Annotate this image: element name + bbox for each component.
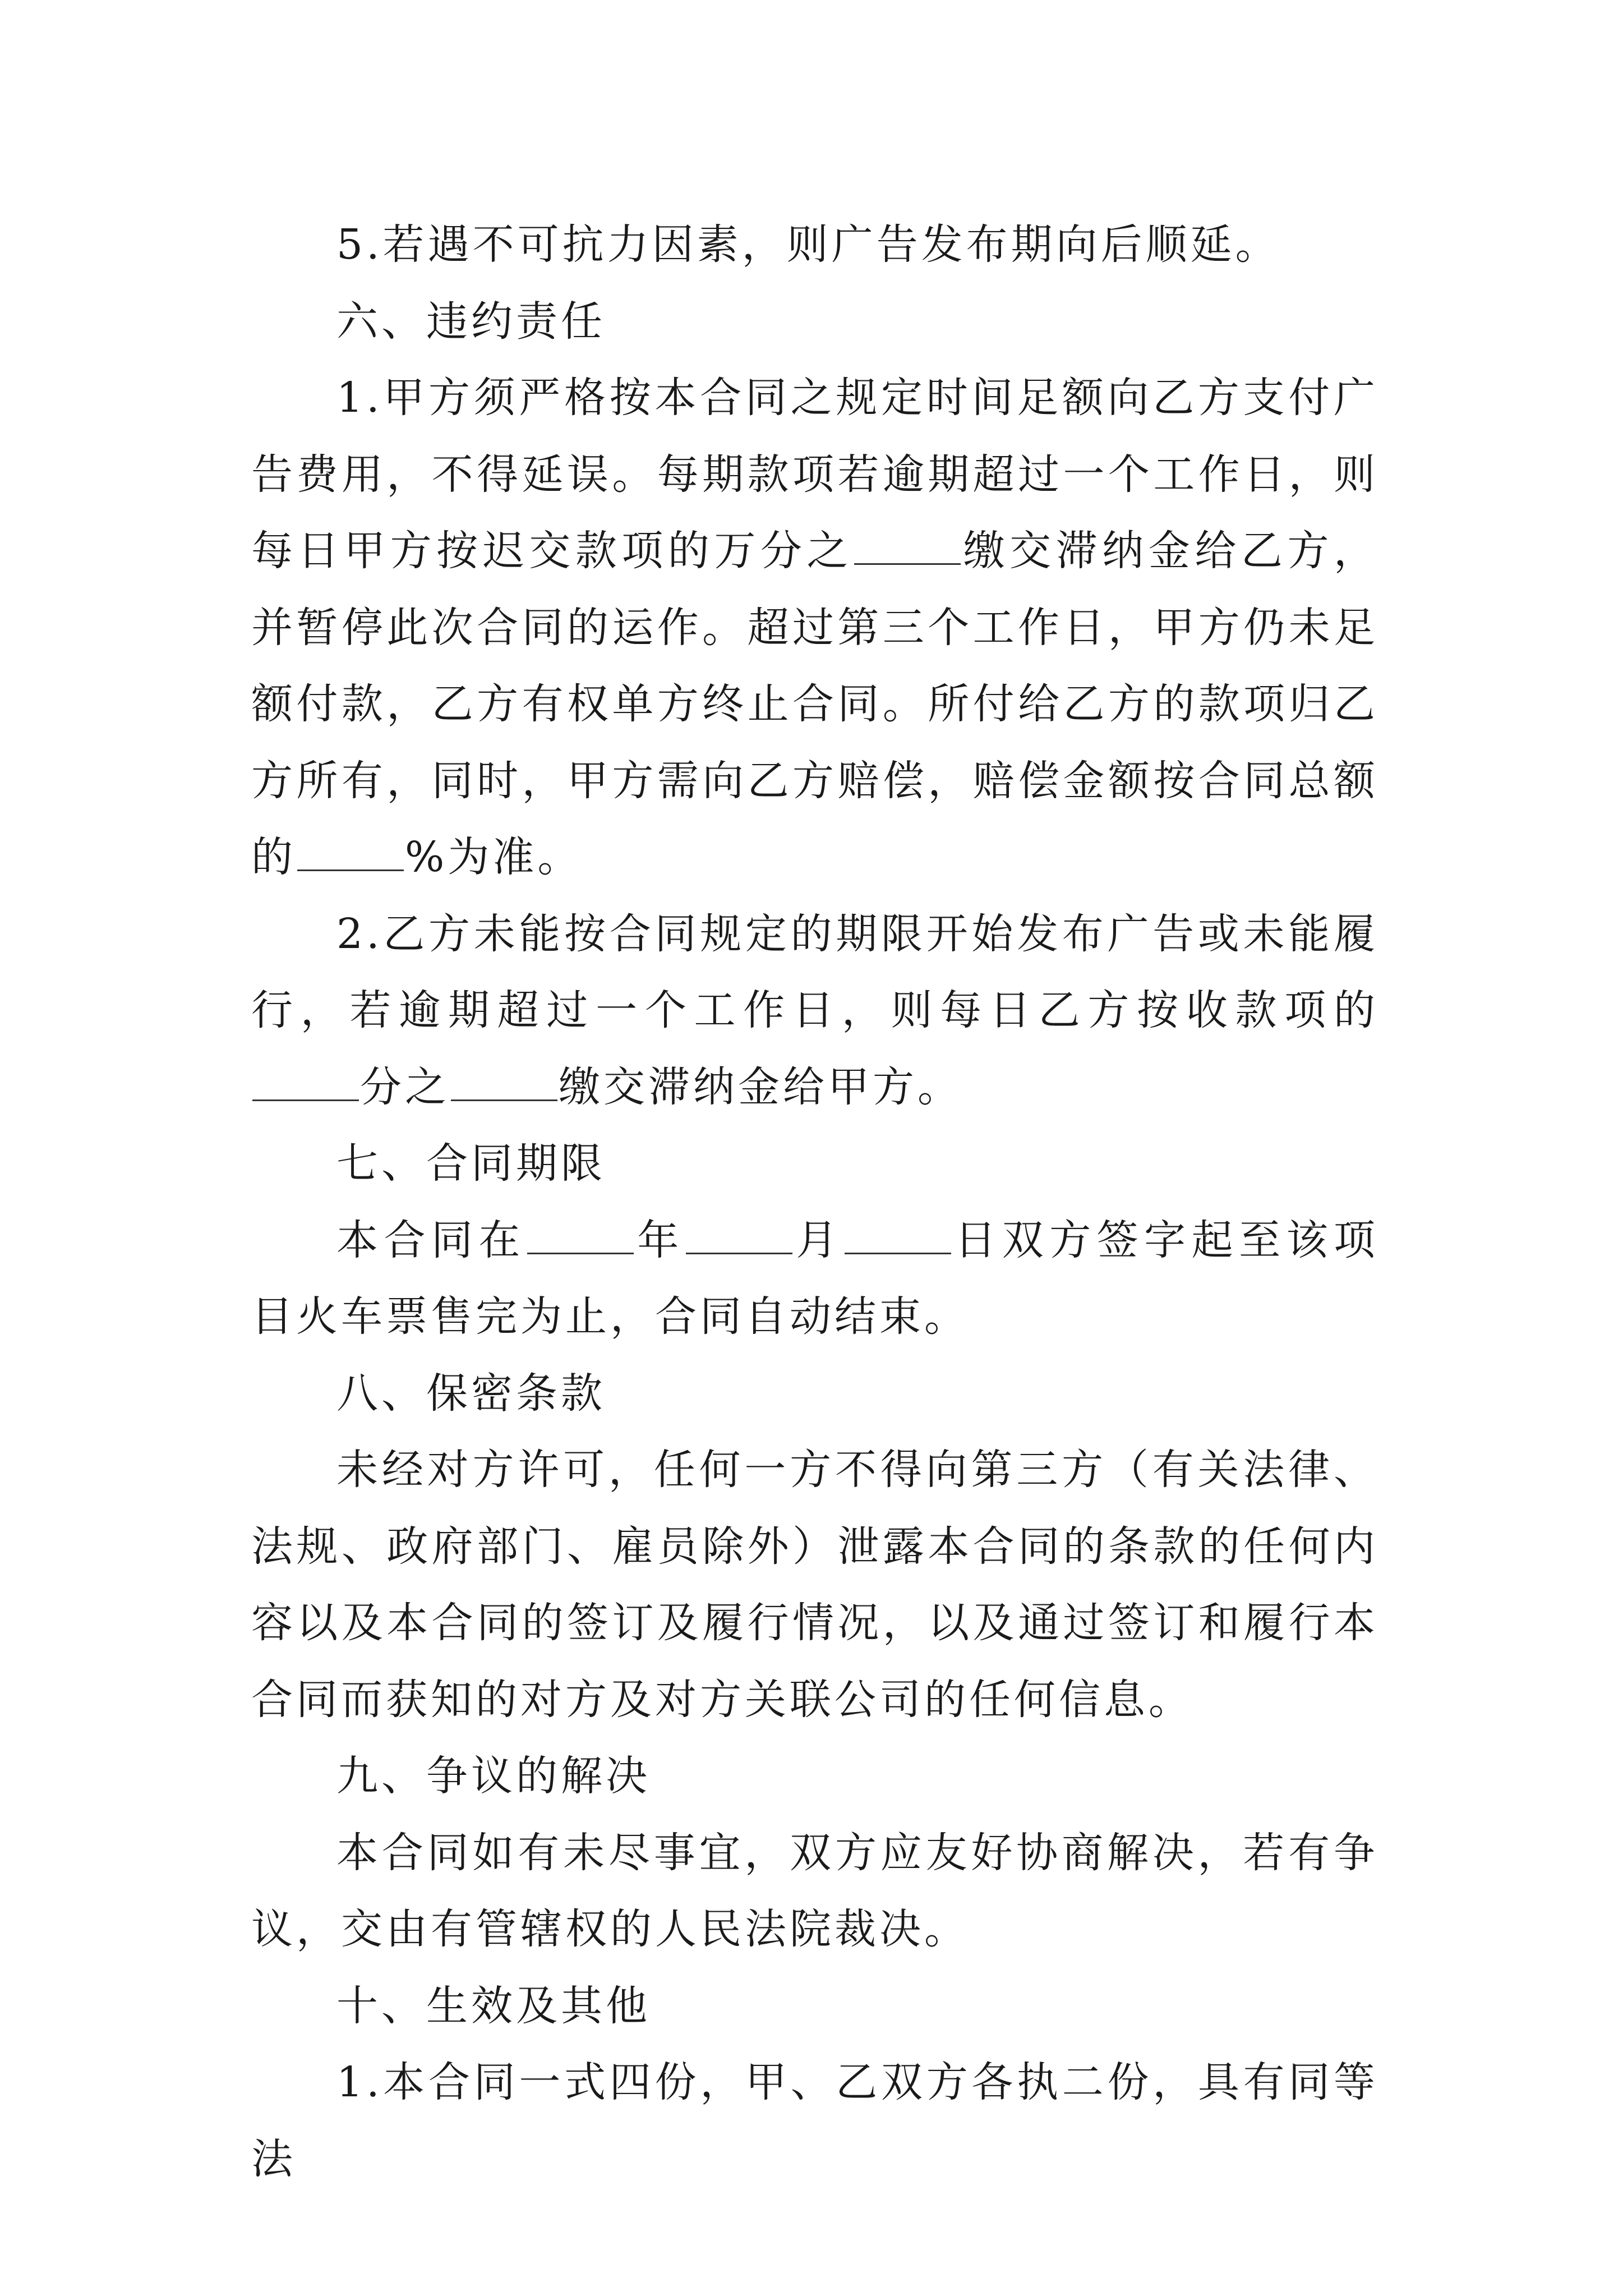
paragraph-text: 本合同在: [336, 1216, 526, 1264]
paragraph-text: 1.甲方须严格按本合同之规定时间足额向乙方支付广告费用，不得延误。每期款项若逾期超过一个工作日，则每日甲方按迟交款项的万分之: [251, 374, 1378, 575]
section-heading-text: 八、保密条款: [336, 1369, 606, 1418]
paragraph-text: 5.若遇不可抗力因素，则广告发布期向后顺延。: [336, 220, 1280, 269]
section-heading-dispute: [251, 1738, 1378, 1815]
paragraph-text: 未经对方许可，任何一方不得向第三方（有关法律、法规、政府部门、雇员除外）泄露本合同的条款的任何内容以及本合同的签订及履行情况，以及通过签订和履行本合同而获知的对方及对方关联公司的任何信息。: [251, 1446, 1378, 1724]
paragraph-text: 1.本合同一式四份，甲、乙双方各执二份，具有同等法: [251, 2058, 1378, 2183]
section-heading-term: [251, 1125, 1378, 1202]
fill-in-blank: [297, 869, 404, 871]
paragraph-text: 月: [793, 1216, 843, 1264]
fill-in-blank: [451, 1099, 557, 1101]
paragraph-text: 分之: [360, 1062, 450, 1111]
paragraph-text: 2.乙方未能按合同规定的期限开始发布广告或未能履行，若逾期超过一个工作日，则每日乙方按收款项的: [251, 909, 1378, 1034]
fill-in-blank: [854, 563, 961, 565]
paragraph-text: 本合同如有未尽事宜，双方应友好协商解决，若有争议，交由有管辖权的人民法院裁决。: [251, 1828, 1378, 1953]
clause-confidentiality: [251, 1432, 1378, 1738]
section-heading-text: 六、违约责任: [336, 297, 606, 346]
paragraph-text: 年: [634, 1216, 685, 1264]
section-heading-text: 十、生效及其他: [336, 1981, 651, 2030]
fill-in-blank: [252, 1099, 359, 1101]
section-heading-breach: [251, 283, 1378, 360]
paragraph-text: %为准。: [405, 833, 583, 881]
fill-in-blank-year: [527, 1252, 634, 1254]
section-heading-text: 七、合同期限: [336, 1139, 606, 1188]
clause-5-force-majeure: [251, 206, 1378, 283]
paragraph-text: 日双方签字起至该项目火车票售完为止，合同自动结束。: [251, 1216, 1379, 1341]
section-heading-confidentiality: [251, 1355, 1378, 1432]
paragraph-text: 缴交滞纳金给乙方，并暂停此次合同的运作。超过第三个工作日，甲方仍未足额付款，乙方有权单方终止合同。所付给乙方的款项归乙方所有，同时，甲方需向乙方赔偿，赔偿金额按合同总额的: [251, 527, 1379, 881]
clause-dispute: [251, 1815, 1378, 1968]
section-heading-text: 九、争议的解决: [336, 1752, 651, 1800]
paragraph-text: 缴交滞纳金给甲方。: [559, 1062, 962, 1111]
clause-1-party-a-payment: [251, 360, 1378, 896]
document-body: [251, 206, 1378, 2197]
fill-in-blank-month: [686, 1252, 792, 1254]
clause-term-dates: [251, 1202, 1378, 1355]
clause-2-party-b-delay: [251, 896, 1378, 1126]
clause-1-copies: [251, 2044, 1378, 2197]
fill-in-blank-day: [845, 1252, 951, 1254]
section-heading-effect: [251, 1968, 1378, 2045]
